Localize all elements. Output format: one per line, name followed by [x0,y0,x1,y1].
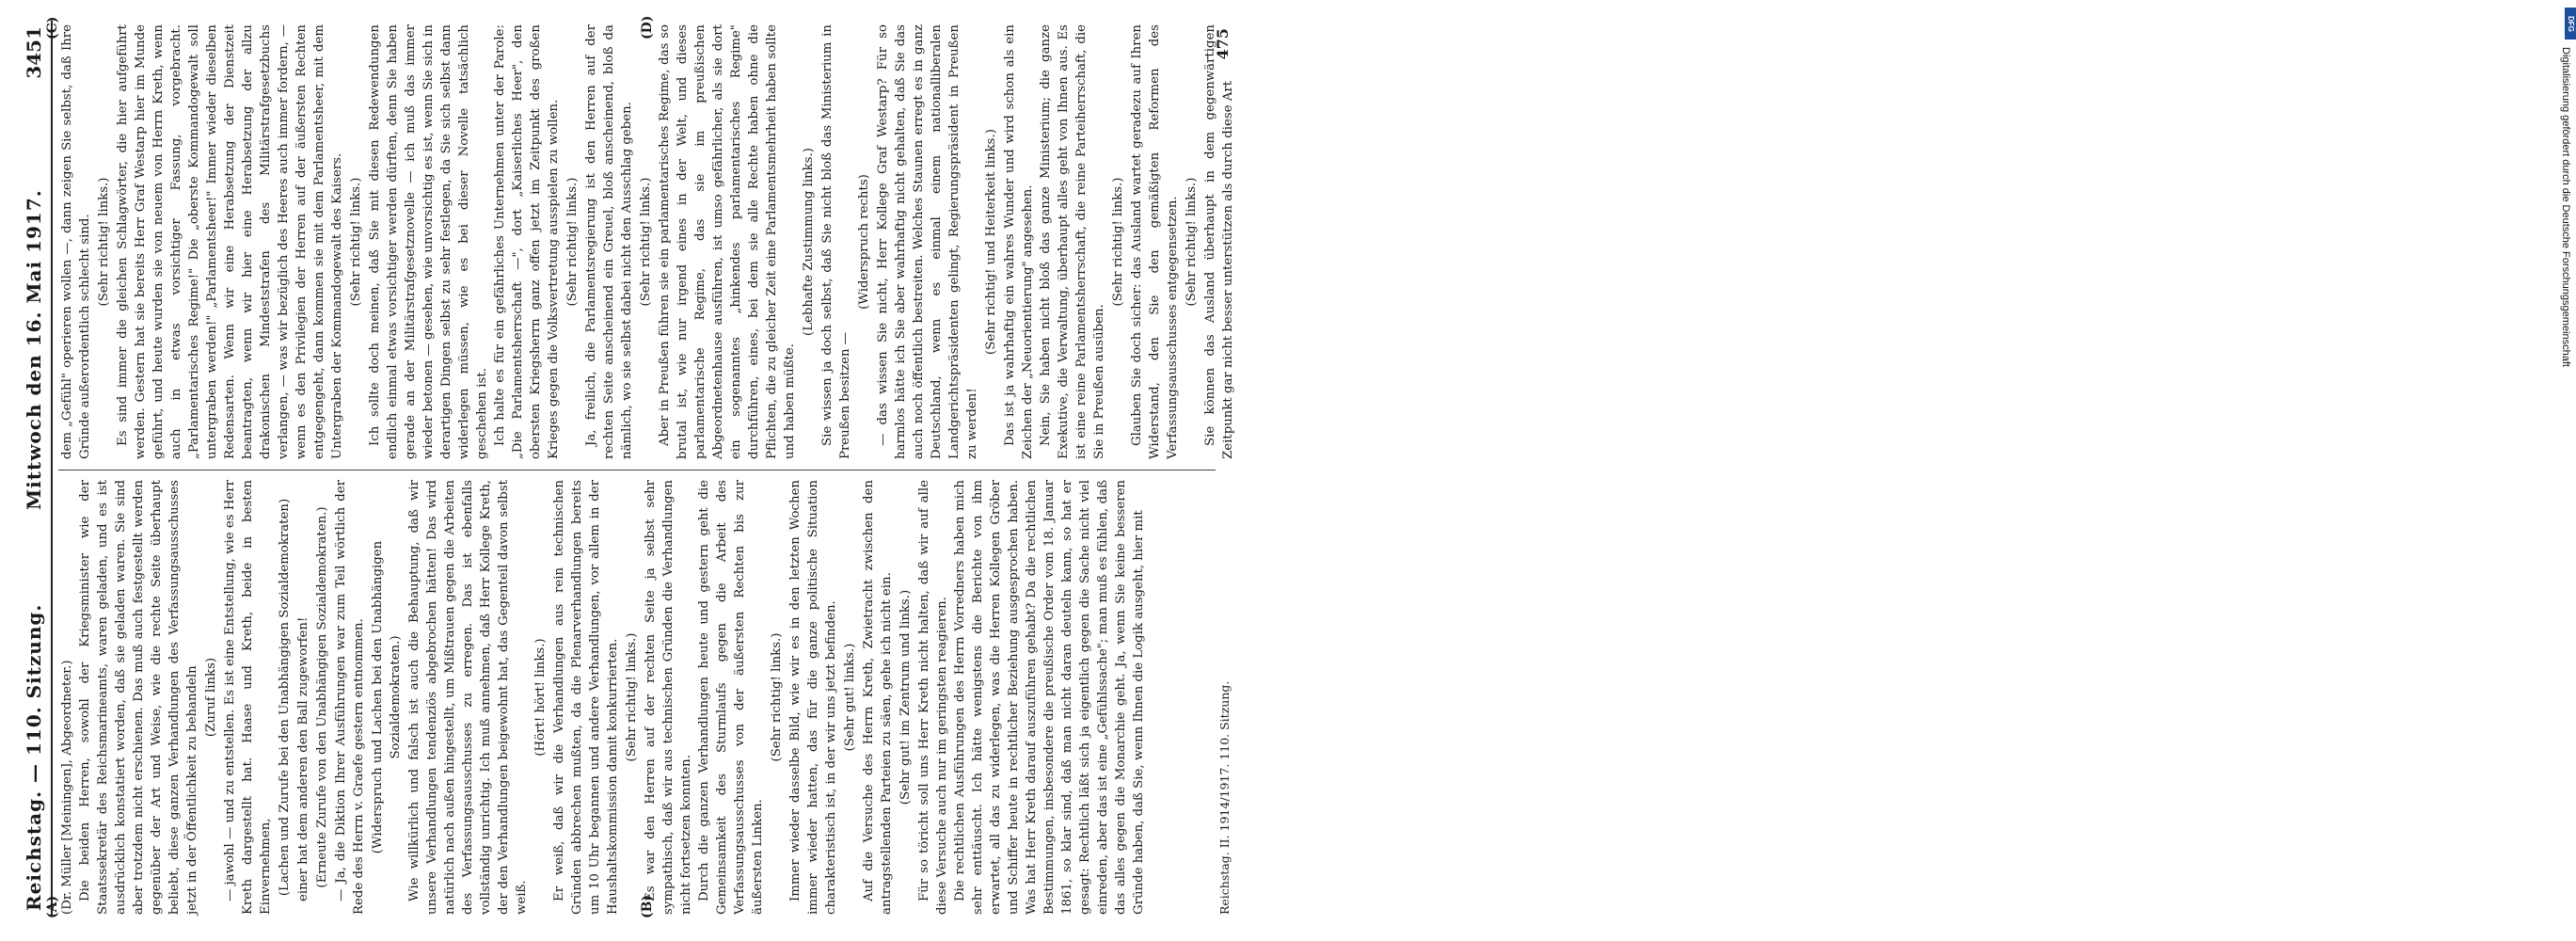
speaker-note: (Dr. Müller [Meiningen], Abgeordneter.) [60,660,74,915]
digitization-note: Digitalisierung gefördert durch die Deutsche Forschungsgemeinschaft [2560,47,2571,367]
page-header [19,21,53,915]
margin-letter-d: (D) [640,15,655,40]
paragraph: — das wissen Sie nicht, Herr Kollege Graf Westarp? Für so harmlos hätte ich Sie aber wahrhaftig nicht gehalten, daß Sie das auch noch öffentlich bestreiten. Welches Staunen erregt es in ganz Deutschland, wenn es einmal einem nationalliberalen Landgerichtspräsidenten gelingt, Regierungspräsident in Preußen zu werden! [876,24,979,459]
interjection: (Lebhafte Zustimmung links.) [802,148,816,336]
interjection: (Sehr richtig! links.) [97,177,111,307]
paragraph: Glauben Sie doch sicher: das Ausland wartet geradezu auf Ihren Widerstand, den Sie den gemäßigten Reformen des Verfassungsausschusses entgegensetzen. [1130,24,1180,459]
paragraph: Sie wissen ja doch selbst, daß Sie nicht bloß das Ministerium in Preußen besitzen — [820,24,852,459]
interjection: (Lachen und Zurufe bei den Unabhängigen Sozialdemokraten) [278,498,292,897]
interjection: (Sehr richtig! links.) [1111,177,1125,307]
digitization-strip [1276,0,2575,941]
paragraph: Aber in Preußen führen sie ein parlamentarisches Regime, das so brutal ist, wie nur irgend eines in der Welt, und dieses parlamentarische Regime, das sie im preußischen Abgeordnetenhause ausführen, ist umso gefährlicher, als sie dort ein sogenanntes „hinkendes parlamentarisches Regime" durchführen, eines, bei dem sie alle Rechte haben ohne die Pflichten, die zu gleicher Zeit eine Parlamentsmehrheit haben sollte und haben müßte. [658,24,797,459]
margin-letter-c: (C) [45,16,60,40]
interjection: (Sehr richtig! links.) [1185,177,1199,307]
interjection: (Sehr richtig! links.) [770,632,784,762]
paragraph: Das ist ja wahrhaftig ein wahres Wunder und wird schon als ein Zeichen der „Neuorientierung" angesehen. [1003,24,1035,459]
paragraph: Er weiß, daß wir die Verhandlungen aus rein technischen Gründen abbrechen mußten, da die Plenarverhandlungen bereits um 10 Uhr begannen und andere Verhandlungen, vor allem in der Haushaltskommission damit konkurrierten. [552,480,620,915]
interjection: (Sehr richtig! links.) [639,177,653,307]
interjection: (Hört! hört! links.) [533,638,548,757]
interjection: (Sehr gut! links.) [843,643,857,752]
footer-sheet-number: 475 [1214,28,1232,60]
paragraph: Auf die Versuche des Herrn Kreth, Zwietracht zwischen den antragstellenden Parteien zu säen, gehe ich nicht ein. [862,480,894,915]
paragraph: Ich halte es für ein gefährliches Unternehmen unter der Parole: „Die Parlamentsherrschaft —", dort „Kaiserliches Heer", den obersten Kriegsherrn ganz offen jetzt im Zeitpunkt des großen Krieges gegen die Volksvertretung ausspielen zu wollen. [493,24,561,459]
paragraph: dem „Gefühl" operieren wollen —, dann zeigen Sie selbst, daß Ihre Gründe außerordentlich schlecht sind. [60,24,92,459]
interjection: (Sehr richtig! links.) [349,177,363,307]
paragraph: Für so töricht soll uns Herr Kreth nicht halten, daß wir auf alle diese Versuche auch nur im geringsten reagieren. [917,480,949,915]
interjection: (Sehr richtig! und Heiterkeit links.) [984,129,998,355]
paragraph: einer hat dem anderen den Ball zugeworfen! [296,616,310,901]
paragraph: Es sind immer die gleichen Schlagwörter, die hier aufgeführt werden. Gestern hat sie bereits Herr Graf Westarp hier im Munde geführt, und heute wurden sie von neuem von Herrn Kreth, wenn auch in etwas vorsichtiger Fassung, vorgebracht. „Parlamentarisches Regime!" Die „oberste Kommandogewalt soll untergraben werden!" „Parlamentsheer!" Immer wieder dieselben Redensarten. Wenn wir eine Herabsetzung der Dienstzeit beantragten, wenn wir hier eine Herabsetzung der allzu drakonischen Mindeststrafen des Militärstrafgesetzbuchs verlangen, — was wir bezüglich des Heeres auch immer fordern, — wenn es den Privilegien der Herren auf der äußersten Rechten entgegengeht, dann kommen sie mit dem Parlamentsheer, mit dem Untergraben der Kommandogewalt des Kaisers. [116,24,344,459]
paragraph: Immer wieder dasselbe Bild, wie wir es in den letzten Wochen immer wieder hatten, das für die ganze politische Situation charakteristisch ist, in der wir uns jetzt befinden. [788,480,838,915]
paragraph: Wie willkürlich und falsch ist auch die Behauptung, daß wir unsere Verhandlungen tendenziös abgebrochen hätten! Das wird natürlich nach außen hingestellt, um Mißtrauen gegen die Arbeiten des Verfassungsausschusses zu erregen. Das ist ebenfalls vollständig unrichtig. Ich muß annehmen, daß Herr Kollege Kreth, der den Verhandlungen beigewohnt hat, das Gegenteil davon selbst weiß. [407,480,529,915]
interjection: (Widerspruch und Lachen bei den Unabhängigen Sozialdemokraten.) [371,540,403,854]
interjection: (Sehr richtig! links.) [625,632,639,762]
paragraph: Sie können das Ausland überhaupt in dem gegenwärtigen Zeitpunkt gar nicht besser unterstützen als durch diese Art [1203,24,1235,459]
paragraph: Nein, Sie haben nicht bloß das ganze Ministerium; die ganze Exekutive, die Verwaltung, überhaupt alles geht von Ihnen aus. Es ist eine reine Parlamentsherrschaft, die reine Parteiherrschaft, die Sie in Preußen ausüben. [1039,24,1106,459]
page-number: 3451 [23,26,45,79]
paragraph: Es war den Herren auf der rechten Seite ja selbst sehr sympathisch, daß wir aus technischen Gründen die Verhandlungen nicht fortsetzen konnten. [644,480,693,915]
paragraph: Die beiden Herren, sowohl der Kriegsminister wie der Staatssekretär des Reichsmarineamts, waren geladen, und es ist ausdrücklich konstatiert worden, daß sie geladen waren. Sie sind aber trotzdem nicht erschienen. Das muß auch festgestellt werden gegenüber der Art und Weise, wie die rechte Seite überhaupt beliebt, diese ganzen Verhandlungen des Verfassungsausschusses jetzt in der Öffentlichkeit zu behandeln [78,480,199,915]
interjection: (Widerspruch rechts) [857,174,871,310]
paragraph: — jawohl — und zu entstellen. Es ist eine Entstellung, wie es Herr Kreth dargestellt hat. Haase und Kreth, beide in besten Einvernehmen, [223,480,273,915]
paragraph: Ich sollte doch meinen, daß Sie mit diesen Redewendungen endlich einmal etwas vorsichtiger werden dürften, denn Sie haben gerade an der Militärstrafgesetznovelle — ich muß das immer wieder betonen — gesehen, wie unvorsichtig es ist, wenn Sie sich in derartigen Dingen selbst zu sehr festlegen, da Sie sich selbst dann widerlegen müssen, wie es bei dieser Novelle tatsächlich geschehen ist. [368,24,489,459]
interjection: (Zuruf links) [204,657,218,738]
margin-letter-b: (B) [640,894,655,918]
margin-letter-a: (A) [45,895,60,918]
paragraph: Durch die ganzen Verhandlungen heute und gestern geht die Gemeinsamkeit des Sturmlaufs gegen die Arbeit des Verfassungsausschusses von der äußersten Rechten bis zur äußersten Linken. [697,480,765,915]
left-column [58,480,1216,915]
paragraph: Die rechtlichen Ausführungen des Herrn Vorredners haben mich sehr enttäuscht. Ich hätte wenigstens die Berichte von ihm erwartet, all das zu widerlegen, was die Herren Kollegen Gröber und Schiffer heute in rechtlicher Beziehung ausgesprochen haben. Was hat Herr Kreth darauf auszuführen gehabt? Da die rechtlichen Bestimmungen, insbesondere die preußische Order vom 18. Januar 1861, so klar sind, daß man nicht daran deuteln kann, so hat er gesagt: Rechtlich läßt sich ja eigentlich gegen die Sache nicht viel einreden, aber das ist eine „Gefühlssache"; man muß es fühlen, daß das alles gegen die Monarchie geht. Ja, wenn Sie keine besseren Gründe haben, daß Sie, wenn Ihnen die Logik ausgeht, hier mit [953,480,1146,915]
interjection: (Erneute Zurufe von den Unabhängigen Sozialdemokraten.) [315,506,329,888]
interjection: (Sehr gut! im Zentrum und links.) [898,589,913,805]
rotated-page [19,15,1242,918]
paragraph: — Ja, die Diktion Ihrer Ausführungen war zum Teil wörtlich der Rede des Herrn v. Graefe gestern entnommen. [334,480,366,915]
header-date: Mittwoch den 16. Mai 1917. [23,189,45,510]
interjection: (Sehr richtig! links.) [565,177,580,307]
header-left: Reichstag. — 110. Sitzung. [23,603,45,911]
dfg-logo: DFG [2565,8,2576,40]
paragraph: Ja, freilich, die Parlamentsregierung ist den Herren auf der rechten Seite anscheinend ein Greuel, bloß anscheinend, bloß da nämlich, wo sie selbst dabei nicht den Ausschlag geben. [584,24,634,459]
footer-left: Reichstag. II. 1914/1917. 110. Sitzung. [1217,680,1232,915]
